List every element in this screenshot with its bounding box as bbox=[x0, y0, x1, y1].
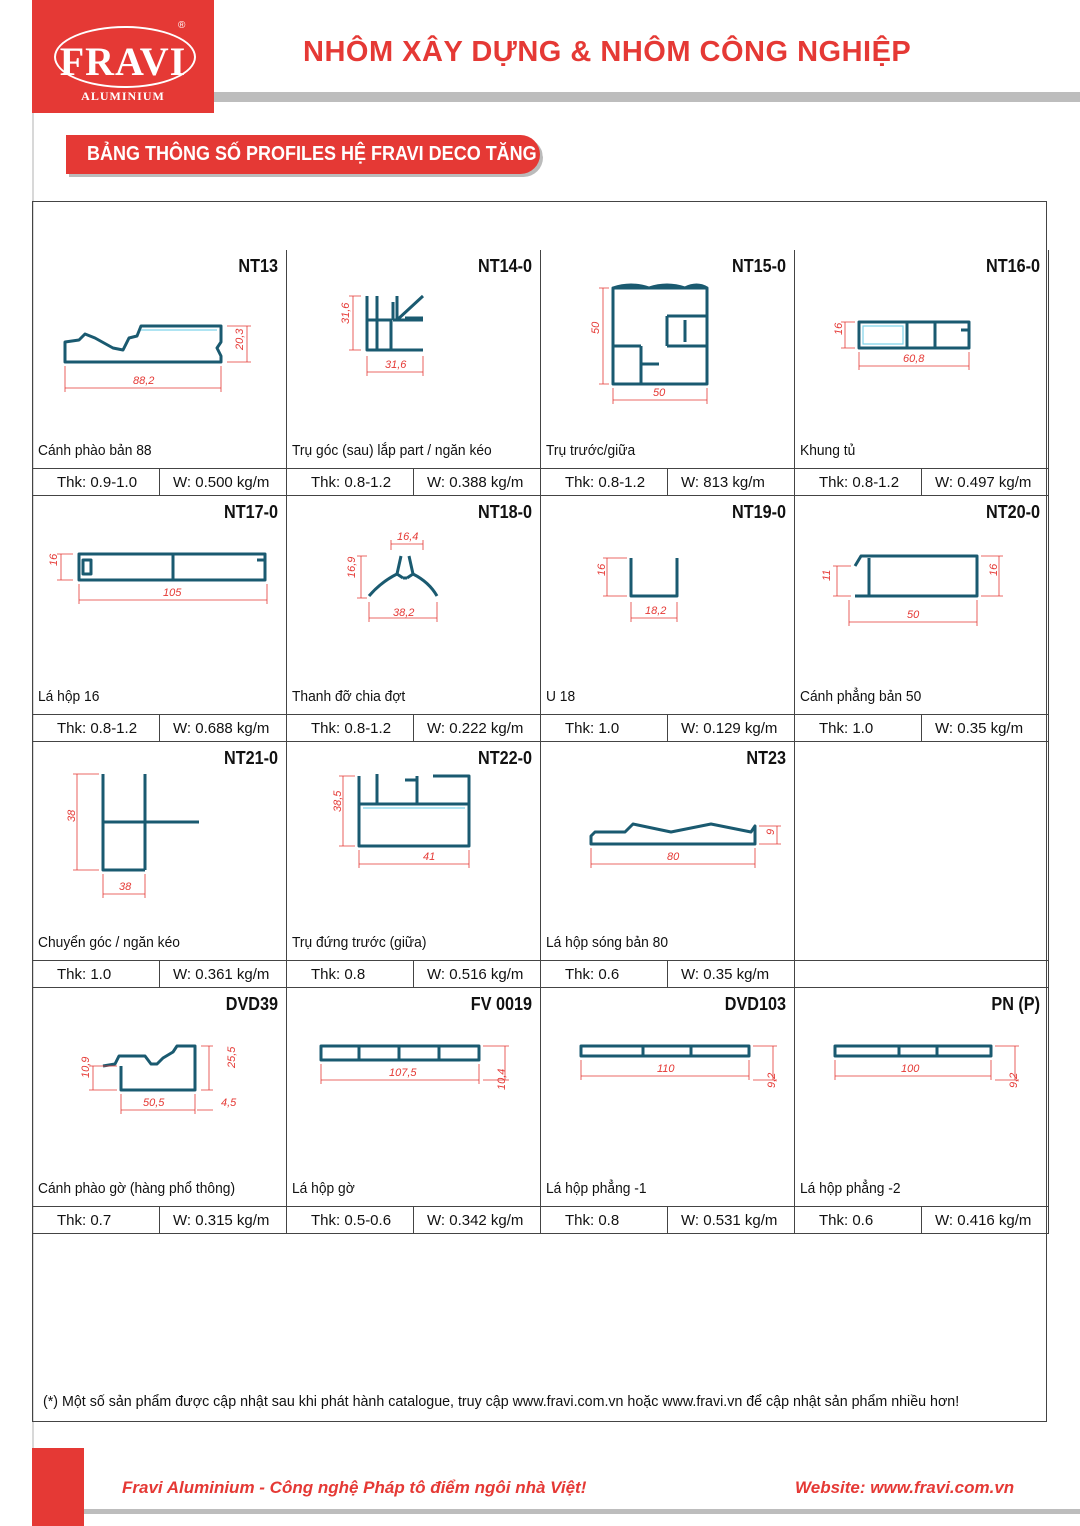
product-code: NT23 bbox=[746, 748, 786, 768]
footer-accent bbox=[32, 1448, 84, 1526]
product-code: NT21-0 bbox=[223, 748, 278, 768]
product-specs bbox=[33, 468, 286, 496]
weight-value: W: 0.516 kg/m bbox=[427, 966, 524, 983]
dim-top: 16,4 bbox=[397, 531, 419, 543]
dim-height: 16,9 bbox=[346, 556, 358, 578]
product-name: Lá hộp sóng bản 80 bbox=[546, 934, 669, 951]
dim-width: 38,2 bbox=[393, 607, 415, 619]
product-name: Lá hộp gờ bbox=[292, 1180, 355, 1197]
dim-width: 50,5 bbox=[143, 1097, 165, 1109]
dim-width: 80 bbox=[667, 851, 680, 863]
product-specs bbox=[541, 468, 794, 496]
profile-drawing-fv0019 bbox=[287, 1018, 541, 1178]
profile-drawing-nt16 bbox=[795, 280, 1049, 440]
product-code: NT19-0 bbox=[731, 502, 786, 522]
dim-lip: 4,5 bbox=[221, 1097, 237, 1109]
dim-height: 50 bbox=[590, 321, 602, 334]
thickness-value: Thk: 0.7 bbox=[33, 1207, 160, 1234]
dim-height: 38,5 bbox=[332, 790, 344, 812]
product-card bbox=[287, 742, 541, 988]
profile-drawing-nt15 bbox=[541, 280, 795, 440]
product-code: NT17-0 bbox=[223, 502, 278, 522]
dim-height: 20,3 bbox=[234, 328, 246, 350]
product-card bbox=[541, 742, 795, 988]
product-specs bbox=[287, 960, 540, 988]
product-name: Lá hộp 16 bbox=[38, 688, 100, 705]
product-specs bbox=[795, 714, 1048, 742]
product-specs bbox=[795, 468, 1048, 496]
product-card bbox=[287, 988, 541, 1234]
dim-height: 10,4 bbox=[496, 1068, 508, 1090]
weight-value: W: 0.361 kg/m bbox=[173, 966, 270, 983]
header-divider bbox=[214, 92, 1080, 102]
thickness-value: Thk: 0.8 bbox=[287, 961, 414, 988]
thickness-value: Thk: 0.8-1.2 bbox=[541, 469, 668, 496]
dim-width: 18,2 bbox=[645, 605, 667, 617]
weight-value: W: 0.35 kg/m bbox=[681, 966, 770, 983]
logo-subtitle: ALUMINIUM bbox=[81, 89, 165, 103]
dim-height: 9 bbox=[765, 828, 777, 835]
product-name: Trụ đứng trước (giữa) bbox=[292, 934, 427, 951]
product-name: Lá hộp phẳng -2 bbox=[800, 1180, 901, 1197]
thickness-value: Thk: 1.0 bbox=[795, 715, 922, 742]
profile-drawing-nt20 bbox=[795, 526, 1049, 686]
product-code: PN (P) bbox=[991, 994, 1040, 1014]
brand-logo bbox=[32, 0, 214, 113]
profile-drawing-nt14 bbox=[287, 280, 541, 440]
product-specs bbox=[541, 960, 794, 988]
weight-value: W: 0.342 kg/m bbox=[427, 1212, 524, 1229]
thickness-value: Thk: 0.8-1.2 bbox=[287, 469, 414, 496]
product-code: DVD39 bbox=[225, 994, 278, 1014]
product-card bbox=[795, 250, 1049, 496]
footer-website[interactable]: Website: www.fravi.com.vn bbox=[795, 1478, 1015, 1497]
product-card bbox=[287, 496, 541, 742]
thickness-value: Thk: 0.6 bbox=[795, 1207, 922, 1234]
product-name: Cánh phẳng bản 50 bbox=[800, 688, 922, 705]
dim-height: 25,5 bbox=[226, 1046, 238, 1068]
product-name: Cánh phào gờ (hàng phổ thông) bbox=[38, 1180, 236, 1197]
thickness-value: Thk: 0.6 bbox=[541, 961, 668, 988]
thickness-value: Thk: 0.8-1.2 bbox=[33, 715, 160, 742]
product-code: FV 0019 bbox=[470, 994, 532, 1014]
dim-width: 88,2 bbox=[133, 375, 155, 387]
logo-text: FRAVI bbox=[59, 39, 187, 84]
dim-height: 16 bbox=[596, 563, 608, 576]
thickness-value: Thk: 0.8 bbox=[541, 1207, 668, 1234]
product-name: Khung tủ bbox=[800, 442, 856, 459]
dim-width: 110 bbox=[657, 1063, 675, 1075]
profile-drawing-nt19 bbox=[541, 526, 795, 686]
thickness-value: Thk: 1.0 bbox=[541, 715, 668, 742]
product-name: Trụ góc (sau) lắp part / ngăn kéo bbox=[292, 442, 492, 459]
thickness-value: Thk: 1.0 bbox=[33, 961, 160, 988]
dim-height: 9,2 bbox=[766, 1072, 778, 1088]
weight-value: W: 0.500 kg/m bbox=[173, 474, 270, 491]
dim-width: 107,5 bbox=[389, 1067, 417, 1079]
weight-value: W: 0.315 kg/m bbox=[173, 1212, 270, 1229]
product-card bbox=[33, 250, 287, 496]
profile-drawing-nt17 bbox=[33, 526, 287, 686]
thickness-value: Thk: 0.5-0.6 bbox=[287, 1207, 414, 1234]
product-code: NT22-0 bbox=[477, 748, 532, 768]
dim-width: 105 bbox=[163, 587, 182, 599]
dim-width: 38 bbox=[119, 881, 132, 893]
profile-drawing-dvd103 bbox=[541, 1018, 795, 1178]
product-specs bbox=[287, 714, 540, 742]
empty-card bbox=[795, 742, 1049, 988]
dim-width: 60,8 bbox=[903, 353, 925, 365]
product-specs bbox=[287, 1206, 540, 1234]
profile-drawing-nt22 bbox=[287, 772, 541, 932]
product-table bbox=[32, 201, 1047, 1422]
product-code: NT13 bbox=[238, 256, 278, 276]
empty-specs bbox=[795, 960, 1048, 988]
dim-height: 38 bbox=[66, 809, 78, 822]
product-name: Cánh phào bản 88 bbox=[38, 442, 152, 459]
product-code: DVD103 bbox=[724, 994, 786, 1014]
dim-left: 10,9 bbox=[80, 1056, 92, 1078]
dim-width: 50 bbox=[653, 387, 666, 399]
registered-mark: ® bbox=[178, 20, 186, 31]
weight-value: W: 0.222 kg/m bbox=[427, 720, 524, 737]
profile-drawing-nt23 bbox=[541, 772, 795, 932]
product-card bbox=[541, 988, 795, 1234]
thickness-value: Thk: 0.8-1.2 bbox=[287, 715, 414, 742]
weight-value: W: 0.129 kg/m bbox=[681, 720, 778, 737]
dim-width: 50 bbox=[907, 609, 920, 621]
product-card bbox=[33, 496, 287, 742]
profile-drawing-nt13 bbox=[33, 280, 287, 440]
weight-value: W: 0.531 kg/m bbox=[681, 1212, 778, 1229]
product-card bbox=[795, 988, 1049, 1234]
product-name: Chuyển góc / ngăn kéo bbox=[38, 934, 180, 951]
weight-value: W: 0.416 kg/m bbox=[935, 1212, 1032, 1229]
weight-value: W: 813 kg/m bbox=[681, 474, 765, 491]
footnote: (*) Một số sản phẩm được cập nhật sau khi phát hành catalogue, truy cập www.fravi.com.vn hoặc www.fravi.vn để cập nhật sản phẩm nhiều hơn! bbox=[43, 1393, 960, 1410]
product-specs bbox=[795, 1206, 1048, 1234]
dim-height: 16 bbox=[988, 563, 1000, 576]
weight-value: W: 0.497 kg/m bbox=[935, 474, 1032, 491]
dim-height: 16 bbox=[48, 553, 60, 566]
dim-width: 41 bbox=[423, 851, 436, 863]
product-specs bbox=[33, 960, 286, 988]
product-card bbox=[795, 496, 1049, 742]
profile-drawing-pn bbox=[795, 1018, 1049, 1178]
product-code: NT18-0 bbox=[477, 502, 532, 522]
weight-value: W: 0.688 kg/m bbox=[173, 720, 270, 737]
product-name: U 18 bbox=[546, 688, 576, 705]
product-card bbox=[33, 742, 287, 988]
weight-value: W: 0.35 kg/m bbox=[935, 720, 1024, 737]
product-card bbox=[541, 496, 795, 742]
footer-divider bbox=[84, 1509, 1080, 1514]
profile-drawing-dvd39 bbox=[33, 1018, 287, 1178]
product-code: NT16-0 bbox=[985, 256, 1040, 276]
product-specs bbox=[33, 714, 286, 742]
dim-width: 31,6 bbox=[385, 359, 407, 371]
product-name: Lá hộp phẳng -1 bbox=[546, 1180, 647, 1197]
product-name: Thanh đỡ chia đợt bbox=[292, 688, 406, 705]
product-card bbox=[287, 250, 541, 496]
product-specs bbox=[541, 1206, 794, 1234]
page-title: NHÔM XÂY DỰNG & NHÔM CÔNG NGHIỆP bbox=[303, 36, 912, 68]
weight-value: W: 0.388 kg/m bbox=[427, 474, 524, 491]
product-specs bbox=[287, 468, 540, 496]
product-specs bbox=[33, 1206, 286, 1234]
product-code: NT20-0 bbox=[985, 502, 1040, 522]
dim-height: 31,6 bbox=[340, 302, 352, 324]
product-code: NT15-0 bbox=[731, 256, 786, 276]
section-title: BẢNG THÔNG SỐ PROFILES HỆ FRAVI DECO TĂNG CƯỜNG bbox=[87, 143, 612, 165]
footer-slogan: Fravi Aluminium - Công nghệ Pháp tô điểm ngôi nhà Việt! bbox=[122, 1478, 587, 1497]
product-card bbox=[33, 988, 287, 1234]
dim-height: 9,2 bbox=[1008, 1072, 1020, 1088]
dim-left: 11 bbox=[821, 569, 833, 581]
profile-drawing-nt21 bbox=[33, 772, 287, 932]
product-name: Trụ trước/giữa bbox=[546, 442, 636, 459]
thickness-value: Thk: 0.9-1.0 bbox=[33, 469, 160, 496]
profile-drawing-nt18 bbox=[287, 526, 541, 686]
product-card bbox=[541, 250, 795, 496]
product-code: NT14-0 bbox=[477, 256, 532, 276]
dim-width: 100 bbox=[901, 1063, 920, 1075]
product-specs bbox=[541, 714, 794, 742]
dim-height: 16 bbox=[833, 322, 845, 335]
thickness-value: Thk: 0.8-1.2 bbox=[795, 469, 922, 496]
